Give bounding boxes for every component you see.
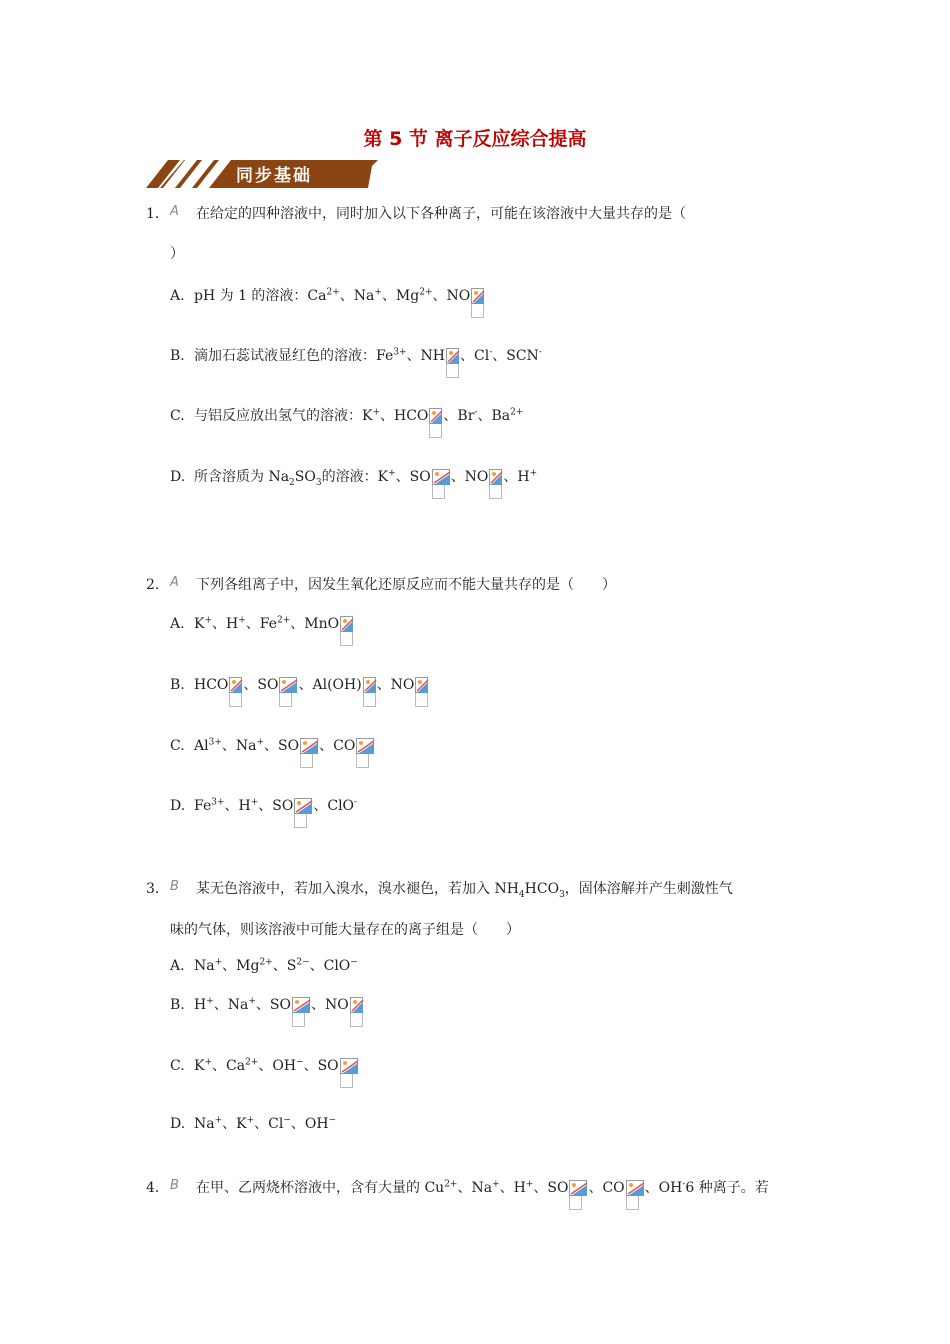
stem-text: 6 种离子。若 [685, 1180, 769, 1196]
difficulty-level: B [170, 879, 179, 894]
option-label: B. [170, 348, 185, 364]
option-label: D. [170, 798, 186, 814]
charge: - [682, 1179, 686, 1190]
placeholder-mountain [231, 682, 242, 693]
question-stem [196, 878, 733, 898]
option-text: 、SO [255, 997, 291, 1013]
option-text: 、MnO [290, 616, 340, 632]
charge: + [256, 737, 265, 748]
option-text: 、SO [264, 738, 300, 754]
option-text: 、SO [303, 1058, 339, 1074]
stem-text: HCO [524, 881, 560, 897]
option-text: 、H [503, 469, 530, 485]
broken-image-icon [279, 677, 297, 693]
option-text: 、OH [290, 1116, 329, 1132]
charge: 2+ [419, 287, 433, 298]
option-text: 、NO [311, 997, 349, 1013]
placeholder-mountain [473, 293, 484, 304]
option-text: 与铝反应放出氢气的溶液：K [194, 408, 373, 424]
charge: − [283, 1115, 291, 1126]
question-stem: 在给定的四种溶液中，同时加入以下各种离子，可能在该溶液中大量共存的是（ [196, 206, 686, 222]
option-label: B. [170, 997, 185, 1013]
broken-image-glyph [301, 739, 319, 755]
charge: 3+ [208, 737, 222, 748]
broken-image-glyph [472, 289, 485, 305]
option-text: 、Al(OH) [298, 677, 362, 693]
broken-image-glyph [341, 1059, 359, 1075]
broken-image-icon [294, 798, 312, 814]
broken-image-glyph [570, 1181, 588, 1197]
option-text: K [194, 1058, 205, 1074]
charge: + [372, 407, 381, 418]
stem-text: 、SO [533, 1180, 569, 1196]
option-text: Na [194, 958, 215, 974]
option-text: 、SO [395, 469, 431, 485]
charge: − [296, 1057, 304, 1068]
charge: 2+ [245, 1057, 259, 1068]
broken-image-glyph [364, 678, 377, 694]
option-text: Na [194, 1116, 215, 1132]
broken-image-icon [446, 348, 459, 364]
broken-image-icon [356, 738, 374, 754]
charge: + [529, 468, 538, 479]
placeholder-sun [366, 680, 370, 684]
question-stem-cont: ） [170, 246, 184, 262]
page-title: 第 5 节 离子反应综合提高 [363, 128, 587, 150]
broken-image-glyph [447, 349, 460, 365]
option-2a[interactable] [170, 613, 354, 633]
broken-image-icon [229, 677, 242, 693]
placeholder-sun [432, 411, 436, 415]
broken-image-icon [489, 469, 502, 485]
stem-text: 、H [499, 1180, 526, 1196]
broken-image-glyph [230, 678, 243, 694]
option-text: 、ClO [313, 798, 355, 814]
charge: + [388, 468, 396, 479]
question-stem: 下列各组离子中，因发生氧化还原反应而不能大量共存的是（ ） [196, 577, 616, 593]
option-text: 、OH [258, 1058, 297, 1074]
option-text: SO [294, 469, 316, 485]
charge: + [214, 957, 223, 968]
broken-image-glyph [490, 470, 503, 486]
option-text: 、Ca [212, 1058, 246, 1074]
option-1d[interactable] [170, 466, 537, 486]
option-text: 所含溶质为 Na [194, 469, 290, 485]
option-2c[interactable] [170, 735, 375, 755]
placeholder-sun [359, 741, 363, 745]
option-3b[interactable] [170, 994, 364, 1014]
broken-image-icon [432, 469, 450, 485]
charge: 3+ [211, 797, 225, 808]
option-text: 、K [222, 1116, 247, 1132]
placeholder-sun [418, 680, 422, 684]
broken-image-icon [300, 738, 318, 754]
option-text: 、NO [432, 288, 471, 304]
charge: 2+ [277, 615, 291, 626]
charge: + [246, 1115, 255, 1126]
option-text: 、NH [406, 348, 445, 364]
stem-text: 在甲、乙两烧杯溶液中，含有大量的 Cu [196, 1180, 445, 1196]
broken-image-icon [415, 677, 428, 693]
charge: + [250, 797, 259, 808]
charge: + [238, 615, 246, 626]
question-stem-cont: 味的气体，则该溶液中可能大量存在的离子组是（ ） [170, 922, 520, 938]
section-label: 同步基础 [236, 166, 312, 186]
question-number: 2． [146, 577, 169, 593]
placeholder-sun [343, 619, 347, 623]
charge: 2+ [259, 957, 273, 968]
option-2b[interactable] [170, 674, 429, 694]
broken-image-icon [471, 288, 484, 304]
difficulty-level: A [170, 204, 179, 219]
placeholder-mountain [365, 682, 376, 693]
option-3c[interactable] [170, 1055, 359, 1075]
question-number: 4． [146, 1180, 169, 1196]
option-text: 、H [212, 616, 239, 632]
charge: + [374, 287, 382, 298]
placeholder-mountain [417, 682, 428, 693]
option-label: A. [170, 958, 185, 974]
stem-text: 、Na [457, 1180, 493, 1196]
charge: − [328, 1115, 337, 1126]
placeholder-sun [435, 472, 439, 476]
charge: + [248, 996, 256, 1007]
charge: 2− [296, 957, 310, 968]
charge: + [214, 1115, 223, 1126]
option-label: A. [170, 288, 185, 304]
broken-image-icon [429, 408, 442, 424]
broken-image-icon [626, 1180, 644, 1196]
charge: - [489, 347, 493, 358]
option-label: B. [170, 677, 185, 693]
stem-text: 、OH [644, 1180, 683, 1196]
option-text: HCO [194, 677, 229, 693]
broken-image-glyph [627, 1181, 645, 1197]
option-text: 、Mg [222, 958, 260, 974]
charge: 2+ [326, 287, 340, 298]
charge: + [204, 615, 213, 626]
option-label: C. [170, 738, 185, 754]
option-text: pH 为 1 的溶液：Ca [194, 288, 327, 304]
charge: 3+ [393, 347, 407, 358]
broken-image-glyph [430, 409, 443, 425]
broken-image-glyph [293, 998, 311, 1014]
option-label: D. [170, 469, 186, 485]
broken-image-glyph [416, 678, 429, 694]
charge: - [354, 797, 358, 808]
broken-image-glyph [351, 998, 364, 1014]
broken-image-icon [340, 616, 353, 632]
option-text: 滴加石蕊试液显红色的溶液：Fe [194, 348, 394, 364]
charge: + [525, 1179, 534, 1190]
placeholder-sun [297, 801, 301, 805]
option-text: 、Cl [254, 1116, 284, 1132]
subscript: 3 [315, 477, 322, 488]
difficulty-level: A [170, 575, 179, 590]
option-1b[interactable] [170, 345, 542, 365]
placeholder-sun [572, 1183, 576, 1187]
option-label: C. [170, 408, 185, 424]
charge: + [492, 1179, 500, 1190]
option-text: 、H [224, 798, 251, 814]
question-number: 3． [146, 881, 169, 897]
option-text: 、HCO [380, 408, 429, 424]
placeholder-mountain [352, 1002, 363, 1013]
charge: + [204, 1057, 213, 1068]
stem-text: ，固体溶解并产生刺激性气 [564, 881, 733, 897]
option-text: 、ClO [309, 958, 351, 974]
charge: - [474, 407, 478, 418]
option-text: 、Na [221, 738, 257, 754]
option-text: 、CO [319, 738, 356, 754]
option-text: Fe [194, 798, 212, 814]
option-label: C. [170, 1058, 185, 1074]
broken-image-icon [350, 997, 363, 1013]
placeholder-sun [449, 351, 453, 355]
charge: 2+ [444, 1179, 458, 1190]
option-3a[interactable] [170, 955, 358, 975]
placeholder-sun [303, 741, 307, 745]
placeholder-sun [474, 291, 478, 295]
subscript: 4 [518, 889, 525, 900]
broken-image-icon [340, 1058, 358, 1074]
broken-image-glyph [295, 799, 313, 815]
placeholder-mountain [448, 353, 459, 364]
placeholder-sun [353, 1000, 357, 1004]
option-text: 、Na [339, 288, 375, 304]
option-text: 、Fe [245, 616, 278, 632]
option-1a[interactable] [170, 285, 485, 305]
option-text: 、NO [376, 677, 415, 693]
option-text: 、Br [443, 408, 475, 424]
stem-text: 某无色溶液中，若加入溴水，溴水褪色，若加入 NH [196, 881, 519, 897]
placeholder-sun [629, 1183, 633, 1187]
option-text: 、SCN [492, 348, 539, 364]
option-label: A. [170, 616, 185, 632]
option-text: 的溶液：K [321, 469, 389, 485]
option-text: Al [194, 738, 209, 754]
placeholder-sun [282, 680, 286, 684]
option-text: 、Ba [477, 408, 511, 424]
broken-image-icon [292, 997, 310, 1013]
option-label: D. [170, 1116, 186, 1132]
placeholder-sun [232, 680, 236, 684]
stem-text: 、CO [588, 1180, 625, 1196]
option-text: 、Na [213, 997, 249, 1013]
option-text: K [194, 616, 205, 632]
broken-image-glyph [341, 617, 354, 633]
placeholder-mountain [431, 413, 442, 424]
placeholder-mountain [342, 621, 353, 632]
charge: − [350, 957, 358, 968]
option-text: 、SO [243, 677, 279, 693]
subscript: 3 [559, 889, 565, 900]
option-text: 、NO [450, 469, 489, 485]
option-text: 、Mg [381, 288, 420, 304]
charge: + [206, 996, 214, 1007]
option-text: H [194, 997, 207, 1013]
placeholder-sun [343, 1061, 347, 1065]
difficulty-level: B [170, 1178, 179, 1193]
broken-image-glyph [357, 739, 375, 755]
broken-image-icon [569, 1180, 587, 1196]
option-2d[interactable] [170, 795, 357, 815]
option-1c[interactable] [170, 405, 523, 425]
broken-image-glyph [280, 678, 298, 694]
question-stem [196, 1177, 769, 1197]
subscript: 2 [289, 477, 295, 488]
placeholder-sun [492, 472, 496, 476]
option-3d[interactable] [170, 1113, 336, 1133]
broken-image-glyph [433, 470, 451, 486]
placeholder-sun [295, 1000, 299, 1004]
placeholder-mountain [491, 474, 502, 485]
broken-image-icon [363, 677, 376, 693]
question-number: 1． [146, 206, 169, 222]
option-text: 、Cl [459, 348, 490, 364]
charge: 2+ [510, 407, 524, 418]
charge: - [538, 347, 542, 358]
option-text: 、SO [258, 798, 294, 814]
option-text: 、S [272, 958, 297, 974]
